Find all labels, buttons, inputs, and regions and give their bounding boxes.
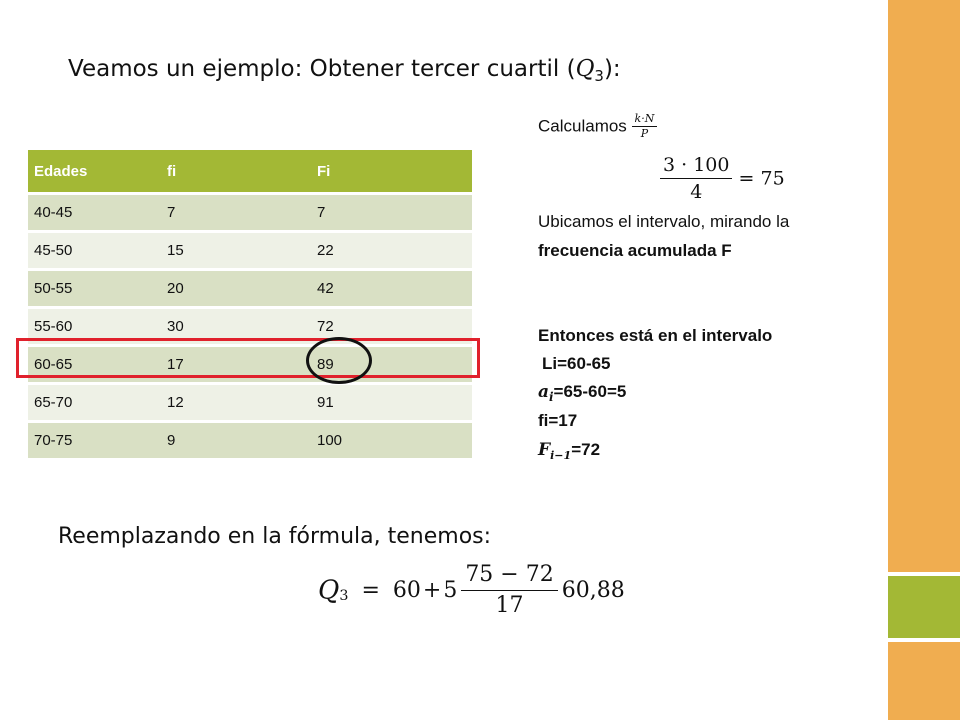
table-row — [28, 422, 472, 459]
fi-text: fi=17 — [538, 411, 578, 430]
header-edades: Edades — [28, 150, 161, 194]
li-text: Li=60-65 — [542, 354, 611, 373]
cell-fi: 9 — [161, 422, 311, 459]
formula-den: 17 — [495, 593, 524, 618]
table-row — [28, 194, 472, 232]
eq-result: = 75 — [738, 167, 785, 190]
eq-fraction — [660, 152, 732, 205]
entonces-text: Entonces está en el intervalo — [538, 326, 773, 345]
ai-line — [538, 382, 627, 405]
title-paren-open: ( — [566, 56, 576, 82]
cell-edades: 50-55 — [28, 270, 161, 308]
decorative-sidebar — [888, 0, 960, 720]
sidebar-orange-top — [888, 0, 960, 576]
header-Fi: Fi — [311, 150, 472, 194]
replace-text: Reemplazando en la fórmula, tenemos: — [58, 524, 492, 549]
formula-lhs-sub: 3 — [339, 587, 349, 604]
cell-fi: 7 — [161, 194, 311, 232]
sidebar-divider-bottom — [888, 638, 960, 642]
title-text: Veamos un ejemplo: Obtener tercer cuartil — [68, 56, 567, 82]
cell-fi: 15 — [161, 232, 311, 270]
calc-equation — [660, 152, 785, 205]
calc-line — [538, 112, 657, 141]
cell-Fi: 42 — [311, 270, 472, 308]
quartile-formula — [318, 560, 625, 621]
formula-b: 5 — [443, 578, 458, 603]
highlight-row-box — [16, 338, 480, 378]
table-row — [28, 232, 472, 270]
table-row — [28, 270, 472, 308]
ubicamos-line2: frecuencia acumulada F — [538, 241, 732, 260]
ai-sub: i — [549, 390, 554, 405]
formula-result: 60,88 — [561, 578, 625, 603]
F-sub: i−1 — [550, 448, 572, 462]
highlight-circle — [306, 337, 372, 384]
title-symbol: Q — [575, 56, 595, 82]
formula-eq: = — [361, 578, 380, 603]
cell-fi: 30 — [161, 308, 311, 346]
cell-edades: 70-75 — [28, 422, 161, 459]
table-header-row — [28, 150, 472, 194]
cell-edades: 45-50 — [28, 232, 161, 270]
sidebar-green-block — [888, 576, 960, 638]
cell-Fi: 91 — [311, 384, 472, 422]
title-subscript: 3 — [594, 67, 604, 86]
formula-num: 75 − 72 — [465, 562, 554, 587]
frequency-table — [28, 150, 472, 458]
cell-edades: 65-70 — [28, 384, 161, 422]
table-row — [28, 384, 472, 422]
calc-fraction — [632, 112, 658, 141]
cell-fi: 17 — [161, 346, 311, 384]
eq-den: 4 — [690, 181, 703, 203]
cell-Fi: 22 — [311, 232, 472, 270]
cell-Fi: 72 — [311, 308, 472, 346]
calc-frac-den: P — [640, 127, 649, 140]
formula-fraction — [461, 560, 557, 621]
F-symbol: F — [538, 440, 551, 460]
cell-edades: 40-45 — [28, 194, 161, 232]
cell-fi: 12 — [161, 384, 311, 422]
ubicamos-line1: Ubicamos el intervalo, mirando la — [538, 212, 790, 231]
F-line — [538, 440, 600, 460]
cell-Fi: 7 — [311, 194, 472, 232]
cell-edades: 55-60 — [28, 308, 161, 346]
F-value: =72 — [571, 440, 601, 459]
calc-frac-num: k·N — [634, 112, 655, 125]
cell-fi: 20 — [161, 270, 311, 308]
sidebar-divider-top — [888, 572, 960, 576]
title-suffix: ): — [603, 56, 621, 82]
sidebar-orange-bottom — [888, 638, 960, 720]
header-fi: fi — [161, 150, 311, 194]
calc-label: Calculamos — [538, 116, 627, 136]
cell-edades: 60-65 — [28, 346, 161, 384]
ai-symbol: a — [538, 382, 550, 402]
eq-num: 3 · 100 — [663, 154, 730, 176]
formula-lhs-symbol: Q — [318, 575, 340, 606]
formula-a: 60 — [392, 578, 421, 603]
formula-plus: + — [422, 578, 442, 603]
cell-Fi: 100 — [311, 422, 472, 459]
cell-Fi: 89 — [311, 346, 472, 384]
ai-value: =65-60=5 — [553, 382, 627, 401]
page-title — [68, 56, 621, 86]
